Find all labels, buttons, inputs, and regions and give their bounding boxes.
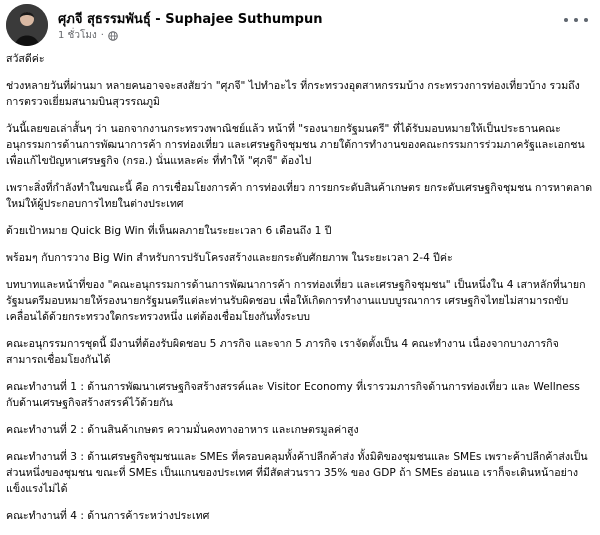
meta-separator: ·	[100, 30, 104, 41]
post-paragraph: คณะทำงานที่ 3 : ด้านเศรษฐกิจชุมชนและ SMEs ที่ครอบคลุมทั้งค้าปลีกค้าส่ง ทั้งมิติของชุมชนและ SMEs เพราะค้าปลีกค้าส่งเป็นส่วนหนึ่งของชุมชน ขณะที่ SMEs เป็นแกนของประเทศ ที่มีสัดส่วนราว 35% ของ GDP ถ้า SMEs อ่อนแอ เราก็จะเดินหน้าอย่างแข็งแรงไม่ได้	[6, 451, 588, 495]
post-paragraph: พร้อมๆ กับการวาง Big Win สำหรับการปรับโครงสร้างและยกระดับศักยภาพ ในระยะเวลา 2-4 ปีค่ะ	[6, 252, 453, 264]
post-paragraph: บทบาทและหน้าที่ของ "คณะอนุกรรมการด้านการพัฒนาการค้า การท่องเที่ยว และเศรษฐกิจชุมชน" เป็นหนึ่งใน 4 เสาหลักที่นายกรัฐมนตรีมอบหมายให้รองนายกรัฐมนตรีแต่ละท่านรับผิดชอบ เพื่อให้เกิดการทำงานแบบบูรณาการ เศรษฐกิจไทยไม่สามารถขับเคลื่อนได้ด้วยกระทรวงใดกระทรวงหนึ่ง แต่ต้องเชื่อมโยงกันทั้งระบบ	[6, 279, 586, 323]
post-paragraph: คณะทำงานที่ 1 : ด้านการพัฒนาเศรษฐกิจสร้างสรรค์และ Visitor Economy ที่เรารวมภารกิจด้านการท่องเที่ยว และ Wellness กับด้านเศรษฐกิจสร้างสรรค์ไว้ด้วยกัน	[6, 381, 580, 409]
globe-icon	[108, 31, 118, 41]
more-dot	[574, 18, 578, 22]
post-body	[6, 51, 594, 535]
post-paragraph: เพราะสิ่งที่กำลังทำในขณะนี้ คือ การเชื่อมโยงการค้า การท่องเที่ยว การยกระดับสินค้าเกษตร ยกระดับเศรษฐกิจชุมชน การหาตลาดใหม่ให้ผู้ประกอบการไทยในต่างประเทศ	[6, 182, 593, 210]
post-paragraph: วันนี้เลยขอเล่าสั้นๆ ว่า นอกจากงานกระทรวงพาณิชย์แล้ว หน้าที่ "รองนายกรัฐมนตรี" ที่ได้รับมอบหมายให้เป็นประธานคณะอนุกรรมการด้านการพัฒนาการค้า การท่องเที่ยว และเศรษฐกิจชุมชน ภายใต้การทำงานของคณะกรรมการร่วมภาครัฐและเอกชนเพื่อแก้ไขปัญหาเศรษฐกิจ (กรอ.) นั่นแหละค่ะ ที่ทำให้ "ศุภจี" ต้องไป	[6, 123, 585, 167]
post-paragraph: คณะอนุกรรมการชุดนี้ มีงานที่ต้องรับผิดชอบ 5 ภารกิจ และจาก 5 ภารกิจ เราจัดตั้งเป็น 4 คณะทำงาน เนื่องจากบางภารกิจสามารถเชื่อมโยงกันได้	[6, 338, 559, 366]
post-paragraph: ด้วยเป้าหมาย Quick Big Win ที่เห็นผลภายในระยะเวลา 6 เดือนถึง 1 ปี	[6, 225, 332, 237]
post-meta	[58, 28, 118, 43]
more-options-icon[interactable]	[564, 12, 588, 28]
post-paragraph: ช่วงหลายวันที่ผ่านมา หลายคนอาจจะสงสัยว่า "ศุภจี" ไปทำอะไร ที่กระทรวงอุตสาหกรรมบ้าง กระทรวงการท่องเที่ยวบ้าง รวมถึงการตรวจเยี่ยมสนามบินสุวรรณภูมิ	[6, 80, 580, 108]
post-paragraph: คณะทำงานที่ 2 : ด้านสินค้าเกษตร ความมั่นคงทางอาหาร และเกษตรมูลค่าสูง	[6, 424, 359, 436]
author-name[interactable]: ศุภจี สุธรรมพันธุ์ - Suphajee Suthumpun	[58, 12, 323, 27]
post-paragraph: คณะทำงานที่ 4 : ด้านการค้าระหว่างประเทศ	[6, 510, 210, 522]
post-header	[0, 0, 600, 50]
avatar[interactable]	[6, 4, 48, 46]
post-paragraph: สวัสดีค่ะ	[6, 53, 45, 65]
more-dot	[564, 18, 568, 22]
more-dot	[584, 18, 588, 22]
post-timestamp[interactable]: 1 ชั่วโมง	[58, 30, 97, 41]
